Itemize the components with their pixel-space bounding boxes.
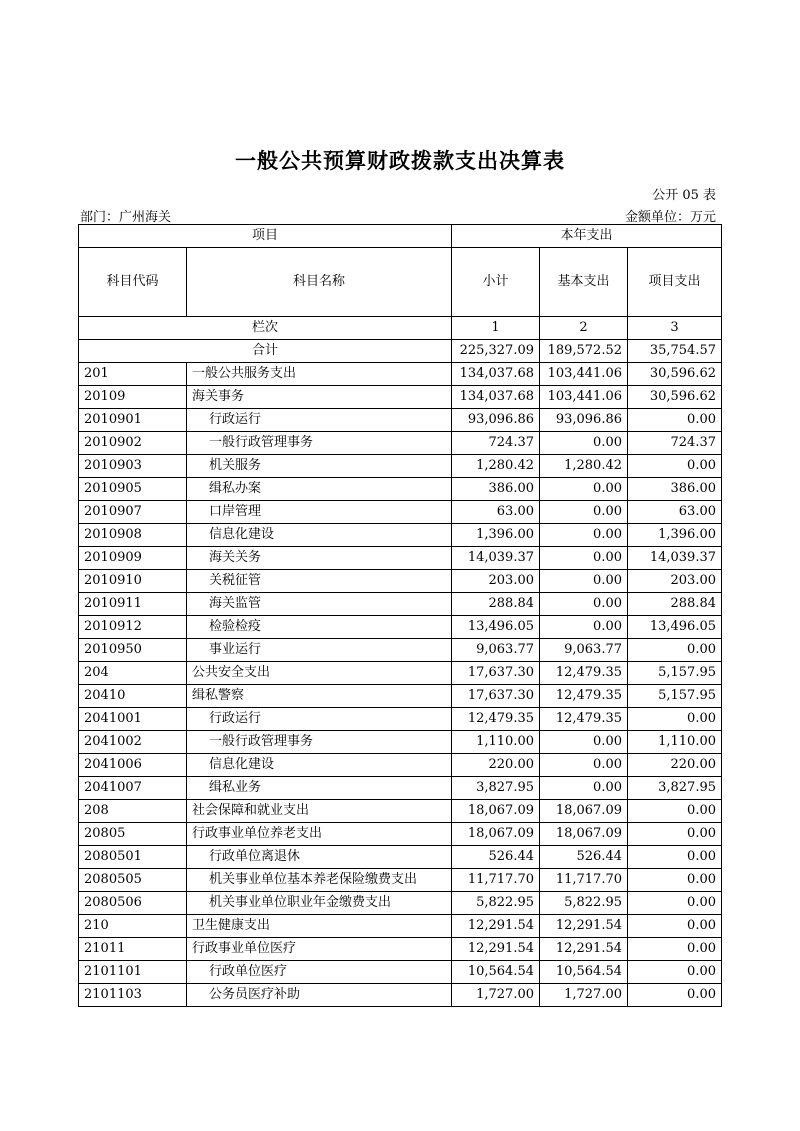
table-row	[79, 869, 722, 892]
row-item: 0.00	[628, 846, 722, 869]
row-item: 14,039.37	[628, 547, 722, 570]
row-name: 机关事业单位职业年金缴费支出	[187, 892, 452, 915]
row-subtotal: 526.44	[452, 846, 540, 869]
row-basic: 10,564.54	[540, 961, 628, 984]
table-row	[79, 754, 722, 777]
row-item: 203.00	[628, 570, 722, 593]
total-subtotal: 225,327.09	[452, 340, 540, 363]
row-name: 机关服务	[187, 455, 452, 478]
total-label: 合计	[79, 340, 452, 363]
table-row	[79, 593, 722, 616]
row-subtotal: 17,637.30	[452, 685, 540, 708]
table-row	[79, 846, 722, 869]
row-basic: 12,479.35	[540, 662, 628, 685]
row-code: 2010905	[79, 478, 187, 501]
row-name: 信息化建设	[187, 524, 452, 547]
row-name: 行政事业单位医疗	[187, 938, 452, 961]
row-basic: 526.44	[540, 846, 628, 869]
page-title: 一般公共预算财政拨款支出决算表	[235, 148, 565, 173]
row-code: 2010950	[79, 639, 187, 662]
table-row	[79, 386, 722, 409]
row-subtotal: 10,564.54	[452, 961, 540, 984]
row-subtotal: 288.84	[452, 593, 540, 616]
row-code: 2041002	[79, 731, 187, 754]
row-item: 220.00	[628, 754, 722, 777]
table-row	[79, 961, 722, 984]
row-subtotal: 724.37	[452, 432, 540, 455]
row-item: 63.00	[628, 501, 722, 524]
row-subtotal: 18,067.09	[452, 823, 540, 846]
row-name: 公共安全支出	[187, 662, 452, 685]
row-code: 20410	[79, 685, 187, 708]
table-row	[79, 892, 722, 915]
row-item: 288.84	[628, 593, 722, 616]
row-code: 2010911	[79, 593, 187, 616]
column-index-2: 2	[540, 317, 628, 340]
row-name: 海关事务	[187, 386, 452, 409]
table-row	[79, 432, 722, 455]
department-label: 部门：广州海关	[80, 210, 172, 225]
row-subtotal: 134,037.68	[452, 386, 540, 409]
row-name: 口岸管理	[187, 501, 452, 524]
row-item: 30,596.62	[628, 363, 722, 386]
column-index-label: 栏次	[79, 317, 452, 340]
row-name: 海关关务	[187, 547, 452, 570]
table-row	[79, 547, 722, 570]
row-subtotal: 203.00	[452, 570, 540, 593]
header-basic: 基本支出	[540, 248, 628, 317]
row-subtotal: 13,496.05	[452, 616, 540, 639]
row-name: 事业运行	[187, 639, 452, 662]
table-row	[79, 938, 722, 961]
row-item: 0.00	[628, 915, 722, 938]
row-code: 2010902	[79, 432, 187, 455]
row-code: 2010903	[79, 455, 187, 478]
column-index-1: 1	[452, 317, 540, 340]
row-basic: 0.00	[540, 570, 628, 593]
row-name: 公务员医疗补助	[187, 984, 452, 1007]
row-basic: 0.00	[540, 432, 628, 455]
row-code: 2041006	[79, 754, 187, 777]
row-item: 0.00	[628, 455, 722, 478]
unit-label: 金额单位：万元	[624, 210, 716, 225]
table-row	[79, 915, 722, 938]
row-basic: 1,280.42	[540, 455, 628, 478]
row-code: 2080505	[79, 869, 187, 892]
table-row	[79, 501, 722, 524]
row-basic: 0.00	[540, 547, 628, 570]
row-basic: 0.00	[540, 777, 628, 800]
row-subtotal: 18,067.09	[452, 800, 540, 823]
row-name: 信息化建设	[187, 754, 452, 777]
column-index-3: 3	[628, 317, 722, 340]
table-row	[79, 409, 722, 432]
row-item: 0.00	[628, 869, 722, 892]
row-basic: 12,291.54	[540, 938, 628, 961]
row-name: 缉私办案	[187, 478, 452, 501]
row-item: 0.00	[628, 961, 722, 984]
table-row	[79, 777, 722, 800]
row-basic: 11,717.70	[540, 869, 628, 892]
row-name: 海关监管	[187, 593, 452, 616]
row-name: 卫生健康支出	[187, 915, 452, 938]
row-basic: 0.00	[540, 593, 628, 616]
row-subtotal: 12,479.35	[452, 708, 540, 731]
row-name: 行政事业单位养老支出	[187, 823, 452, 846]
row-subtotal: 17,637.30	[452, 662, 540, 685]
row-name: 行政单位医疗	[187, 961, 452, 984]
header-current-year: 本年支出	[452, 225, 722, 248]
row-item: 0.00	[628, 823, 722, 846]
header-subtotal: 小计	[452, 248, 540, 317]
row-subtotal: 11,717.70	[452, 869, 540, 892]
row-name: 一般行政管理事务	[187, 432, 452, 455]
row-name: 缉私警察	[187, 685, 452, 708]
row-item: 386.00	[628, 478, 722, 501]
row-item: 0.00	[628, 639, 722, 662]
row-basic: 18,067.09	[540, 800, 628, 823]
header-item: 项目支出	[628, 248, 722, 317]
row-subtotal: 220.00	[452, 754, 540, 777]
row-item: 3,827.95	[628, 777, 722, 800]
row-code: 2041001	[79, 708, 187, 731]
row-item: 0.00	[628, 708, 722, 731]
row-basic: 12,479.35	[540, 685, 628, 708]
row-subtotal: 134,037.68	[452, 363, 540, 386]
row-basic: 0.00	[540, 616, 628, 639]
table-row	[79, 800, 722, 823]
total-item: 35,754.57	[628, 340, 722, 363]
row-item: 0.00	[628, 984, 722, 1007]
row-item: 0.00	[628, 892, 722, 915]
table-row	[79, 639, 722, 662]
row-name: 检验检疫	[187, 616, 452, 639]
row-basic: 1,727.00	[540, 984, 628, 1007]
row-code: 2041007	[79, 777, 187, 800]
row-subtotal: 14,039.37	[452, 547, 540, 570]
row-item: 5,157.95	[628, 662, 722, 685]
table-row	[79, 570, 722, 593]
row-code: 204	[79, 662, 187, 685]
header-code: 科目代码	[79, 248, 187, 317]
row-name: 关税征管	[187, 570, 452, 593]
row-basic: 103,441.06	[540, 386, 628, 409]
row-code: 2010908	[79, 524, 187, 547]
row-code: 210	[79, 915, 187, 938]
row-subtotal: 1,280.42	[452, 455, 540, 478]
row-subtotal: 63.00	[452, 501, 540, 524]
row-subtotal: 3,827.95	[452, 777, 540, 800]
row-basic: 103,441.06	[540, 363, 628, 386]
row-code: 2010912	[79, 616, 187, 639]
row-subtotal: 93,096.86	[452, 409, 540, 432]
row-basic: 0.00	[540, 524, 628, 547]
row-code: 20805	[79, 823, 187, 846]
row-item: 13,496.05	[628, 616, 722, 639]
table-row	[79, 662, 722, 685]
row-code: 2101103	[79, 984, 187, 1007]
row-basic: 0.00	[540, 478, 628, 501]
row-name: 一般行政管理事务	[187, 731, 452, 754]
row-subtotal: 5,822.95	[452, 892, 540, 915]
row-subtotal: 12,291.54	[452, 915, 540, 938]
row-name: 机关事业单位基本养老保险缴费支出	[187, 869, 452, 892]
row-name: 社会保障和就业支出	[187, 800, 452, 823]
row-subtotal: 1,727.00	[452, 984, 540, 1007]
expenditure-table	[78, 224, 722, 1007]
table-row	[79, 363, 722, 386]
row-basic: 0.00	[540, 754, 628, 777]
row-subtotal: 1,396.00	[452, 524, 540, 547]
row-basic: 12,479.35	[540, 708, 628, 731]
form-number: 公开 05 表	[652, 188, 716, 203]
row-item: 0.00	[628, 409, 722, 432]
table-row	[79, 984, 722, 1007]
table-row	[79, 455, 722, 478]
header-name: 科目名称	[187, 248, 452, 317]
row-code: 2080506	[79, 892, 187, 915]
row-basic: 12,291.54	[540, 915, 628, 938]
row-item: 30,596.62	[628, 386, 722, 409]
row-code: 2080501	[79, 846, 187, 869]
table-row	[79, 685, 722, 708]
header-project: 项目	[79, 225, 452, 248]
row-name: 行政单位离退休	[187, 846, 452, 869]
table-row	[79, 524, 722, 547]
table-row	[79, 823, 722, 846]
row-name: 一般公共服务支出	[187, 363, 452, 386]
row-code: 2010910	[79, 570, 187, 593]
row-item: 0.00	[628, 800, 722, 823]
row-item: 1,110.00	[628, 731, 722, 754]
row-basic: 93,096.86	[540, 409, 628, 432]
row-code: 208	[79, 800, 187, 823]
row-code: 2010901	[79, 409, 187, 432]
row-code: 201	[79, 363, 187, 386]
row-name: 缉私业务	[187, 777, 452, 800]
table-row	[79, 708, 722, 731]
row-name: 行政运行	[187, 708, 452, 731]
row-item: 0.00	[628, 938, 722, 961]
row-basic: 0.00	[540, 501, 628, 524]
row-code: 20109	[79, 386, 187, 409]
row-basic: 0.00	[540, 731, 628, 754]
table-row	[79, 731, 722, 754]
row-basic: 18,067.09	[540, 823, 628, 846]
row-code: 2010909	[79, 547, 187, 570]
row-item: 724.37	[628, 432, 722, 455]
row-code: 21011	[79, 938, 187, 961]
row-subtotal: 1,110.00	[452, 731, 540, 754]
total-basic: 189,572.52	[540, 340, 628, 363]
row-code: 2010907	[79, 501, 187, 524]
table-row	[79, 616, 722, 639]
row-item: 1,396.00	[628, 524, 722, 547]
table-row	[79, 478, 722, 501]
row-basic: 5,822.95	[540, 892, 628, 915]
row-subtotal: 12,291.54	[452, 938, 540, 961]
row-subtotal: 9,063.77	[452, 639, 540, 662]
row-item: 5,157.95	[628, 685, 722, 708]
row-subtotal: 386.00	[452, 478, 540, 501]
row-code: 2101101	[79, 961, 187, 984]
row-basic: 9,063.77	[540, 639, 628, 662]
row-name: 行政运行	[187, 409, 452, 432]
